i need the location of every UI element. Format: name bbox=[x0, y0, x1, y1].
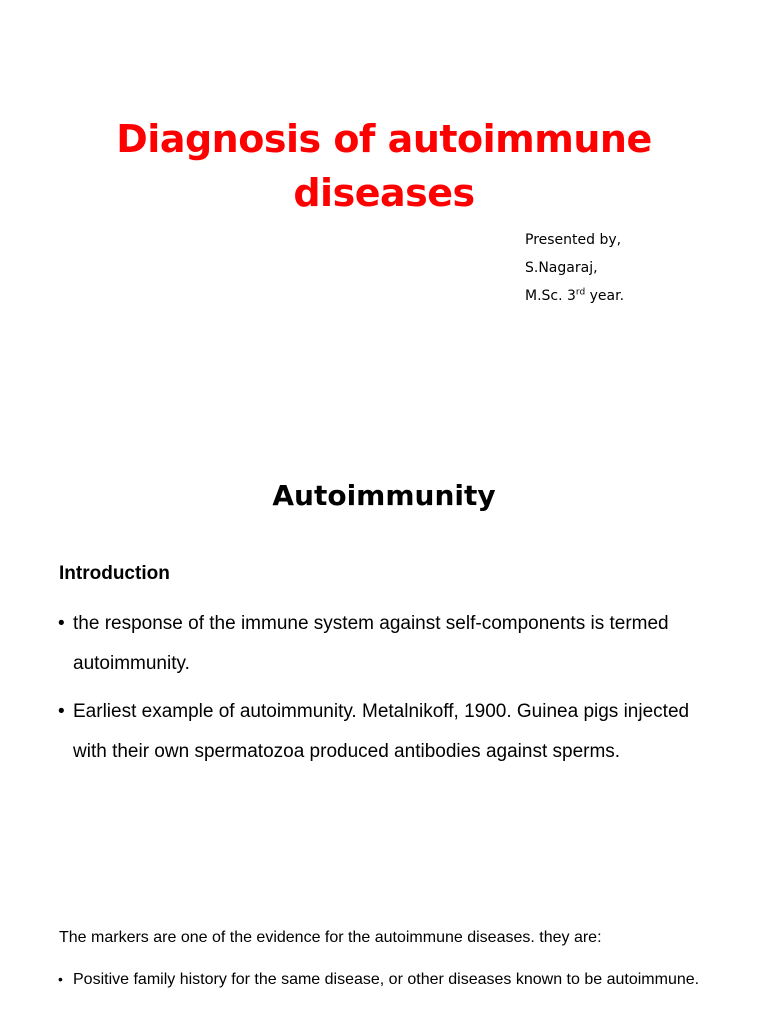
title-line-2: diseases bbox=[293, 171, 475, 215]
degree-prefix: M.Sc. 3 bbox=[525, 288, 576, 304]
slide-autoimmunity bbox=[0, 432, 768, 864]
title-line-1: Diagnosis of autoimmune bbox=[116, 117, 652, 161]
slide-title bbox=[0, 0, 768, 432]
bullet-list bbox=[58, 604, 708, 780]
slide-markers bbox=[0, 864, 768, 1024]
bullet-item: • Positive family history for the same disease, or other diseases known to be autoimmune. bbox=[58, 964, 708, 995]
slide-heading: Autoimmunity bbox=[272, 479, 496, 512]
degree-suffix: year. bbox=[585, 288, 625, 304]
section-subheading: Introduction bbox=[59, 563, 170, 584]
presenter-degree bbox=[525, 282, 624, 310]
slide-title-heading bbox=[60, 112, 708, 220]
markers-lead: The markers are one of the evidence for the autoimmune diseases. they are: bbox=[59, 929, 602, 946]
presenter-name: S.Nagaraj, bbox=[525, 260, 598, 276]
markers-bullet-list bbox=[58, 964, 708, 995]
degree-ordinal: rd bbox=[575, 287, 586, 298]
presenter-label: Presented by, bbox=[525, 232, 622, 248]
presenter-info bbox=[525, 226, 624, 310]
bullet-item: • Earliest example of autoimmunity. Metalnikoff, 1900. Guinea pigs injected with their own spermatozoa produced antibodies against sperms. bbox=[58, 692, 708, 772]
bullet-item: • the response of the immune system against self-components is termed autoimmunity. bbox=[58, 604, 708, 684]
